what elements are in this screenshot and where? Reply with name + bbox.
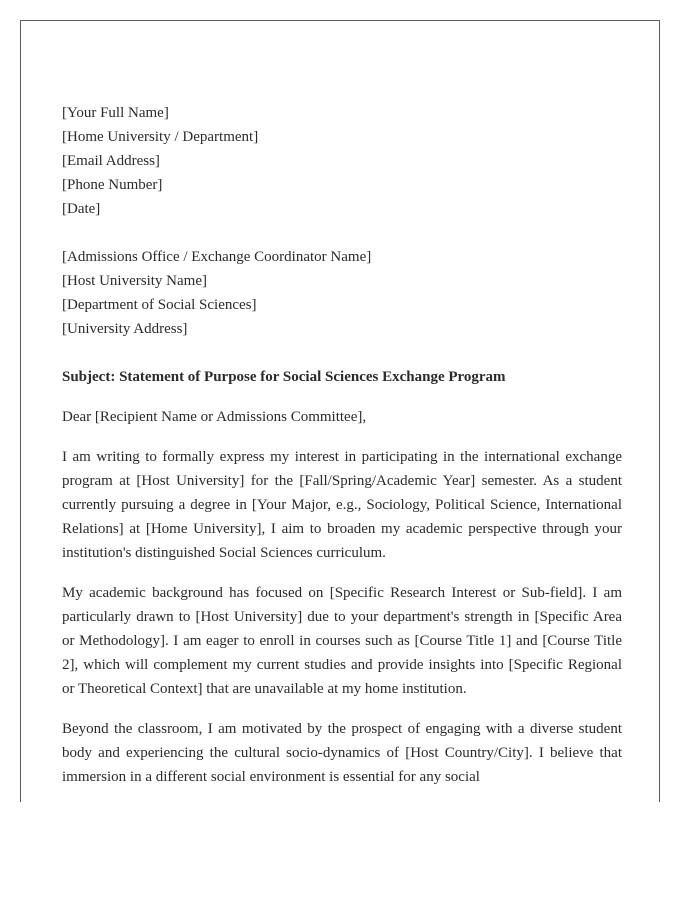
paragraph-intro: I am writing to formally express my interest in participating in the international exchange program at [Host University] for the [Fall/Spring/Academic Year] semester. As a student currently pursuing a degree in [Your Major, e.g., Sociology, Political Science, International Relations] at [Home University], I aim to broaden my academic perspective through your institution's distinguished Social Sciences curriculum. — [62, 449, 622, 561]
letter-body — [62, 101, 622, 789]
paragraph-motivation: Beyond the classroom, I am motivated by the prospect of engaging with a diverse student body and experiencing the cultural socio-dynamics of [Host Country/City]. I believe that immersion in a different social environment is essential for any social — [62, 721, 622, 785]
recipient-block — [62, 245, 622, 341]
letter-date: [Date] — [62, 201, 101, 217]
subject-line: Subject: Statement of Purpose for Social Sciences Exchange Program — [62, 369, 506, 385]
recipient-department: [Department of Social Sciences] — [62, 297, 257, 313]
sender-name: [Your Full Name] — [62, 105, 169, 121]
letter-page — [20, 20, 660, 802]
spacer — [62, 221, 622, 245]
paragraph-academic: My academic background has focused on [Specific Research Interest or Sub-field]. I am particularly drawn to [Host University] due to your department's strength in [Specific Area or Methodology]. I am eager to enroll in courses such as [Course Title 1] and [Course Title 2], which will complement my current studies and provide insights into [Specific Regional or Theoretical Context] that are unavailable at my home institution. — [62, 585, 622, 697]
sender-block — [62, 101, 622, 221]
salutation: Dear [Recipient Name or Admissions Committee], — [62, 409, 367, 425]
sender-email: [Email Address] — [62, 153, 160, 169]
recipient-address: [University Address] — [62, 321, 188, 337]
sender-university: [Home University / Department] — [62, 129, 259, 145]
recipient-university: [Host University Name] — [62, 273, 207, 289]
recipient-office: [Admissions Office / Exchange Coordinator Name] — [62, 249, 372, 265]
sender-phone: [Phone Number] — [62, 177, 163, 193]
